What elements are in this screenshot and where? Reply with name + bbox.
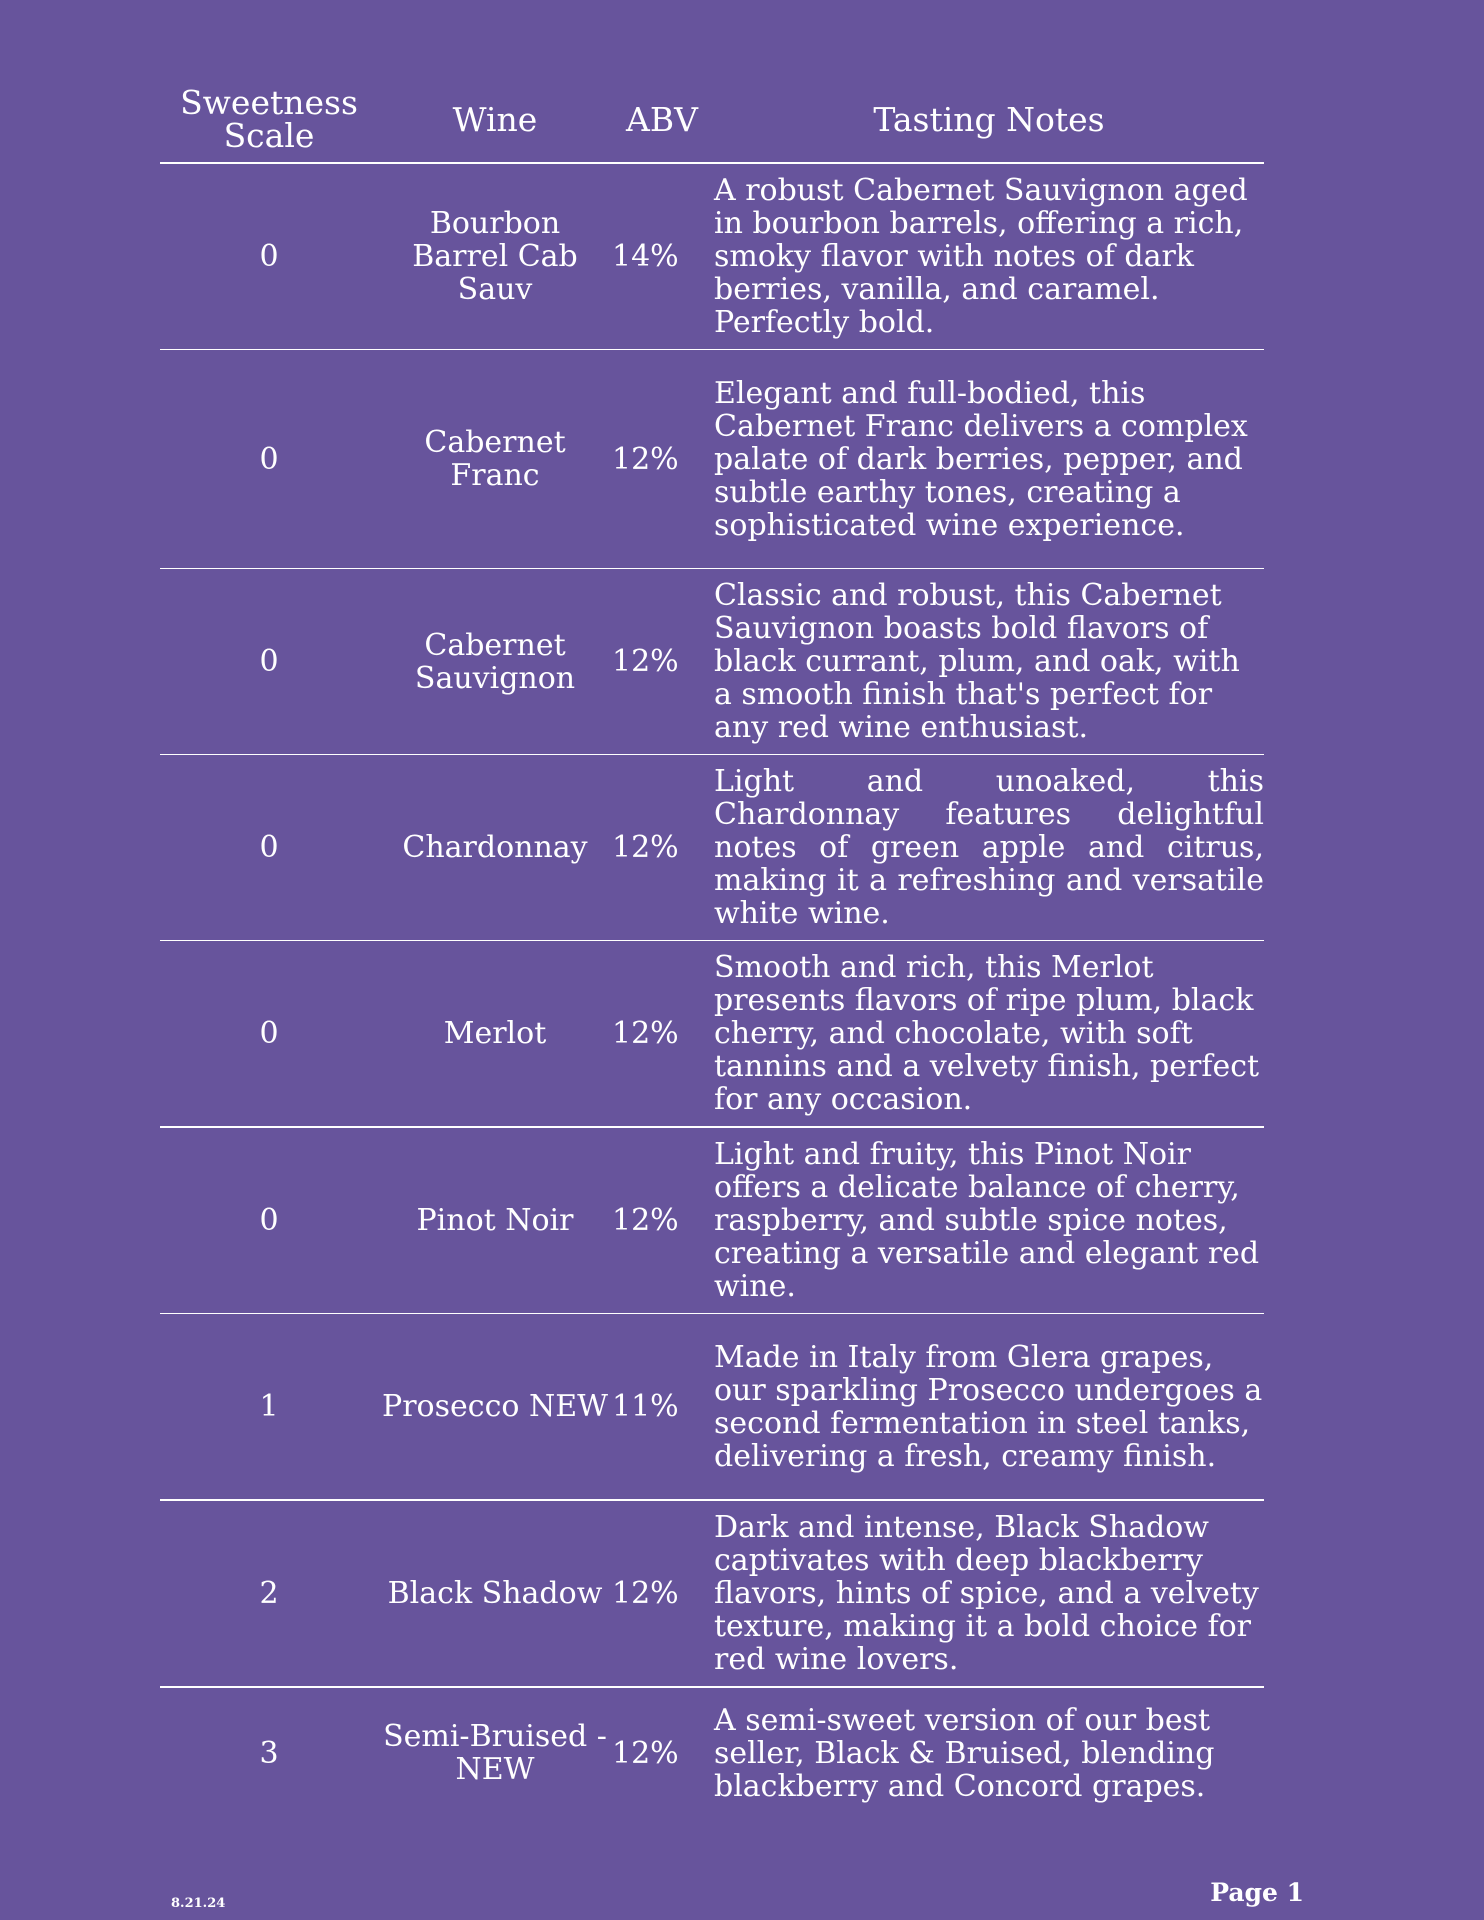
sweetness-value: 0 xyxy=(259,830,279,865)
table-row xyxy=(160,755,1264,941)
sweetness-value: 1 xyxy=(259,1389,279,1424)
tasting-notes: Made in Italy from Glera grapes, our sparkling Prosecco undergoes a second fermentation in steel tanks, delivering a fresh, creamy finish. xyxy=(714,1339,1263,1474)
abv-value: 12% xyxy=(612,1576,679,1611)
tasting-notes: Elegant and full-bodied, this Cabernet Franc delivers a complex palate of dark berries, pepper, and subtle earthy tones, creating a sophisticated wine experience. xyxy=(714,375,1248,543)
header-wine: Wine xyxy=(452,99,538,139)
wine-name: Cabernet Sauvignon xyxy=(414,627,576,696)
wine-name: Pinot Noir xyxy=(416,1203,574,1238)
abv-value: 12% xyxy=(612,644,679,679)
table-row xyxy=(160,1501,1264,1688)
abv-value: 11% xyxy=(612,1389,679,1424)
header-sweetness-scale: Sweetness Scale xyxy=(180,83,358,155)
footer-date: 8.21.24 xyxy=(171,1896,226,1911)
page-number: Page 1 xyxy=(1210,1878,1304,1907)
abv-value: 14% xyxy=(612,239,679,274)
wine-name: Black Shadow xyxy=(387,1576,603,1611)
sweetness-value: 3 xyxy=(259,1735,279,1771)
abv-value: 12% xyxy=(612,441,679,477)
wine-name: Merlot xyxy=(443,1016,547,1051)
wine-name: Chardonnay xyxy=(402,830,588,865)
table-row xyxy=(160,1314,1264,1501)
sweetness-value: 0 xyxy=(259,441,279,477)
header-tasting-notes: Tasting Notes xyxy=(873,99,1105,139)
sweetness-value: 0 xyxy=(259,644,279,679)
table-row xyxy=(160,1688,1264,1818)
tasting-notes: Light and unoaked, this Chardonnay features delightful notes of green apple and citrus, making it a refreshing and versatile white wine. xyxy=(714,764,1264,931)
wine-name: Cabernet Franc xyxy=(424,425,566,493)
tasting-notes: A semi-sweet version of our best seller, Black & Bruised, blending blackberry and Concord grapes. xyxy=(714,1702,1215,1804)
wine-name: Bourbon Barrel Cab Sauv xyxy=(412,206,578,307)
tasting-notes: Classic and robust, this Cabernet Sauvignon boasts bold flavors of black currant, plum, and oak, with a smooth finish that's perfect for any red wine enthusiast. xyxy=(714,578,1240,745)
header-abv: ABV xyxy=(626,99,698,139)
abv-value: 12% xyxy=(612,1016,679,1051)
sweetness-value: 2 xyxy=(259,1576,279,1611)
wine-name: Prosecco NEW xyxy=(382,1389,608,1424)
abv-value: 12% xyxy=(612,1203,679,1238)
table-row xyxy=(160,569,1264,755)
abv-value: 12% xyxy=(612,1735,679,1771)
tasting-notes: Smooth and rich, this Merlot presents flavors of ripe plum, black cherry, and chocolate, with soft tannins and a velvety finish, perfect for any occasion. xyxy=(714,950,1260,1117)
wine-name: Semi-Bruised - NEW xyxy=(383,1719,607,1787)
tasting-notes: Light and fruity, this Pinot Noir offers a delicate balance of cherry, raspberry, and subtle spice notes, creating a versatile and elegant red wine. xyxy=(714,1137,1260,1304)
table-row xyxy=(160,350,1264,569)
sweetness-value: 0 xyxy=(259,1016,279,1051)
table-row xyxy=(160,1128,1264,1314)
tasting-notes: Dark and intense, Black Shadow captivates with deep blackberry flavors, hints of spice, and a velvety texture, making it a bold choice for red wine lovers. xyxy=(714,1510,1259,1677)
table-row xyxy=(160,941,1264,1128)
sweetness-value: 0 xyxy=(259,1203,279,1238)
tasting-notes: A robust Cabernet Sauvignon aged in bourbon barrels, offering a rich, smoky flavor with notes of dark berries, vanilla, and caramel. Perfectly bold. xyxy=(714,173,1248,340)
table-header xyxy=(160,76,1264,164)
sweetness-value: 0 xyxy=(259,239,279,274)
table-row xyxy=(160,164,1264,350)
abv-value: 12% xyxy=(612,830,679,865)
wine-list-table xyxy=(160,76,1264,1818)
